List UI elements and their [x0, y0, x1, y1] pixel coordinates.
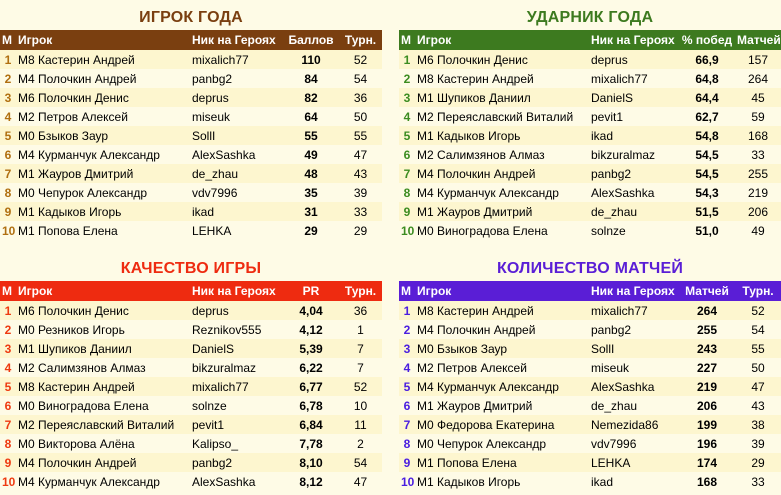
- value-cell: 54,8: [679, 126, 735, 145]
- table-row: [0, 164, 382, 183]
- value-cell: 264: [679, 301, 735, 320]
- rank-cell: 6: [0, 145, 16, 164]
- player-cell: М4 Курманчук Александр: [16, 145, 190, 164]
- value-cell: 64,8: [679, 69, 735, 88]
- rank-cell: 10: [0, 221, 16, 240]
- nick-cell: panbg2: [190, 453, 283, 472]
- player-cell: М0 Викторова Алёна: [16, 434, 190, 453]
- table-row: [399, 320, 781, 339]
- player-cell: М4 Курманчук Александр: [415, 377, 589, 396]
- value-cell: 5,39: [283, 339, 339, 358]
- extra-cell: 52: [735, 301, 781, 320]
- value-cell: 54,3: [679, 183, 735, 202]
- rank-cell: 8: [0, 183, 16, 202]
- value-cell: 168: [679, 472, 735, 491]
- rank-cell: 10: [399, 221, 415, 240]
- value-cell: 6,84: [283, 415, 339, 434]
- rank-cell: 5: [399, 126, 415, 145]
- rank-cell: 2: [0, 69, 16, 88]
- nick-cell: vdv7996: [190, 183, 283, 202]
- value-cell: 84: [283, 69, 339, 88]
- header-rank: М: [399, 281, 415, 301]
- value-cell: 49: [283, 145, 339, 164]
- panel-title: ИГРОК ГОДА: [139, 9, 243, 26]
- nick-cell: bikzuralmaz: [190, 358, 283, 377]
- extra-cell: 43: [735, 396, 781, 415]
- rank-cell: 5: [399, 377, 415, 396]
- nick-cell: bikzuralmaz: [589, 145, 679, 164]
- player-cell: М8 Кастерин Андрей: [16, 50, 190, 69]
- table-row: [399, 88, 781, 107]
- table-row: [0, 415, 382, 434]
- extra-cell: 11: [339, 415, 382, 434]
- player-cell: М2 Салимзянов Алмаз: [415, 145, 589, 164]
- header-extra: Турн.: [339, 30, 382, 50]
- player-cell: М0 Резников Игорь: [16, 320, 190, 339]
- extra-cell: 157: [735, 50, 781, 69]
- rank-cell: 5: [0, 126, 16, 145]
- player-cell: М1 Жауров Дмитрий: [415, 202, 589, 221]
- table-row: [399, 377, 781, 396]
- rank-cell: 5: [0, 377, 16, 396]
- header-nick: Ник на Героях: [190, 30, 283, 50]
- nick-cell: AlexSashka: [589, 377, 679, 396]
- rank-cell: 7: [0, 415, 16, 434]
- extra-cell: 52: [339, 50, 382, 69]
- nick-cell: ikad: [589, 126, 679, 145]
- nick-cell: AlexSashka: [589, 183, 679, 202]
- value-cell: 4,12: [283, 320, 339, 339]
- rank-cell: 4: [399, 107, 415, 126]
- nick-cell: Nemezida86: [589, 415, 679, 434]
- nick-cell: Kalipso_: [190, 434, 283, 453]
- ranking-table: [0, 281, 382, 491]
- table-row: [0, 301, 382, 320]
- player-cell: М8 Кастерин Андрей: [16, 377, 190, 396]
- player-cell: М0 Виноградова Елена: [16, 396, 190, 415]
- value-cell: 64: [283, 107, 339, 126]
- player-cell: М4 Курманчук Александр: [16, 472, 190, 491]
- value-cell: 64,4: [679, 88, 735, 107]
- match-count-panel: [399, 257, 781, 491]
- extra-cell: 39: [339, 183, 382, 202]
- rank-cell: 4: [399, 358, 415, 377]
- table-row: [399, 50, 781, 69]
- rank-cell: 3: [0, 339, 16, 358]
- nick-cell: miseuk: [190, 107, 283, 126]
- table-row: [399, 339, 781, 358]
- ranking-table: [399, 281, 781, 491]
- nick-cell: pevit1: [190, 415, 283, 434]
- rank-cell: 3: [399, 339, 415, 358]
- rank-cell: 6: [0, 396, 16, 415]
- extra-cell: 29: [339, 221, 382, 240]
- nick-cell: vdv7996: [589, 434, 679, 453]
- table-row: [399, 434, 781, 453]
- extra-cell: 49: [735, 221, 781, 240]
- value-cell: 255: [679, 320, 735, 339]
- nick-cell: DanielS: [589, 88, 679, 107]
- value-cell: 54,5: [679, 164, 735, 183]
- table-row: [0, 339, 382, 358]
- value-cell: 6,77: [283, 377, 339, 396]
- panel-title: КОЛИЧЕСТВО МАТЧЕЙ: [496, 260, 684, 277]
- value-cell: 243: [679, 339, 735, 358]
- table-row: [399, 202, 781, 221]
- extra-cell: 55: [339, 126, 382, 145]
- rank-cell: 2: [0, 320, 16, 339]
- rank-cell: 1: [0, 301, 16, 320]
- value-cell: 29: [283, 221, 339, 240]
- extra-cell: 33: [339, 202, 382, 221]
- header-player: Игрок: [415, 30, 589, 50]
- player-of-year-panel: [0, 6, 382, 240]
- table-row: [0, 221, 382, 240]
- nick-cell: LEHKA: [589, 453, 679, 472]
- rank-cell: 8: [0, 434, 16, 453]
- rank-cell: 9: [0, 453, 16, 472]
- rank-cell: 3: [0, 88, 16, 107]
- nick-cell: deprus: [589, 50, 679, 69]
- player-cell: М1 Жауров Дмитрий: [16, 164, 190, 183]
- nick-cell: Reznikov555: [190, 320, 283, 339]
- player-cell: М6 Полочкин Денис: [16, 88, 190, 107]
- rank-cell: 10: [0, 472, 16, 491]
- header-nick: Ник на Героях: [589, 30, 679, 50]
- nick-cell: AlexSashka: [190, 472, 283, 491]
- value-cell: 199: [679, 415, 735, 434]
- player-cell: М8 Кастерин Андрей: [415, 69, 589, 88]
- header-value: Матчей: [679, 281, 735, 301]
- value-cell: 82: [283, 88, 339, 107]
- rank-cell: 9: [399, 453, 415, 472]
- player-cell: М1 Кадыков Игорь: [415, 126, 589, 145]
- nick-cell: mixalich77: [190, 50, 283, 69]
- player-cell: М4 Полочкин Андрей: [415, 164, 589, 183]
- player-cell: М4 Полочкин Андрей: [16, 453, 190, 472]
- extra-cell: 54: [735, 320, 781, 339]
- rank-cell: 7: [0, 164, 16, 183]
- value-cell: 8,12: [283, 472, 339, 491]
- value-cell: 110: [283, 50, 339, 69]
- player-cell: М2 Переяславский Виталий: [16, 415, 190, 434]
- value-cell: 48: [283, 164, 339, 183]
- rank-cell: 2: [399, 320, 415, 339]
- nick-cell: mixalich77: [589, 301, 679, 320]
- player-cell: М1 Шупиков Даниил: [415, 88, 589, 107]
- player-cell: М1 Жауров Дмитрий: [415, 396, 589, 415]
- nick-cell: ikad: [190, 202, 283, 221]
- player-cell: М1 Кадыков Игорь: [415, 472, 589, 491]
- rank-cell: 7: [399, 415, 415, 434]
- extra-cell: 7: [339, 339, 382, 358]
- rank-cell: 8: [399, 434, 415, 453]
- value-cell: 31: [283, 202, 339, 221]
- table-row: [399, 396, 781, 415]
- header-rank: М: [0, 30, 16, 50]
- table-row: [399, 107, 781, 126]
- table-row: [0, 145, 382, 164]
- nick-cell: panbg2: [190, 69, 283, 88]
- nick-cell: deprus: [190, 88, 283, 107]
- rank-cell: 3: [399, 88, 415, 107]
- nick-cell: LEHKA: [190, 221, 283, 240]
- player-cell: М6 Полочкин Денис: [16, 301, 190, 320]
- table-row: [0, 472, 382, 491]
- nick-cell: de_zhau: [589, 396, 679, 415]
- value-cell: 35: [283, 183, 339, 202]
- header-value: PR: [283, 281, 339, 301]
- value-cell: 206: [679, 396, 735, 415]
- header-extra: Турн.: [339, 281, 382, 301]
- extra-cell: 38: [735, 415, 781, 434]
- nick-cell: panbg2: [589, 320, 679, 339]
- player-cell: М8 Кастерин Андрей: [415, 301, 589, 320]
- header-extra: Матчей: [735, 30, 781, 50]
- player-cell: М6 Полочкин Денис: [415, 50, 589, 69]
- extra-cell: 47: [339, 472, 382, 491]
- nick-cell: de_zhau: [589, 202, 679, 221]
- table-row: [399, 472, 781, 491]
- table-row: [0, 434, 382, 453]
- table-row: [399, 453, 781, 472]
- table-row: [399, 358, 781, 377]
- value-cell: 7,78: [283, 434, 339, 453]
- player-cell: М0 Бзыков Заур: [16, 126, 190, 145]
- table-row: [399, 126, 781, 145]
- extra-cell: 29: [735, 453, 781, 472]
- rank-cell: 1: [399, 301, 415, 320]
- table-row: [399, 164, 781, 183]
- player-cell: М1 Попова Елена: [16, 221, 190, 240]
- extra-cell: 168: [735, 126, 781, 145]
- rank-cell: 9: [399, 202, 415, 221]
- panel-title: УДАРНИК ГОДА: [526, 9, 654, 26]
- extra-cell: 219: [735, 183, 781, 202]
- extra-cell: 264: [735, 69, 781, 88]
- table-row: [399, 415, 781, 434]
- extra-cell: 7: [339, 358, 382, 377]
- table-row: [0, 202, 382, 221]
- table-row: [399, 69, 781, 88]
- extra-cell: 1: [339, 320, 382, 339]
- player-cell: М4 Полочкин Андрей: [16, 69, 190, 88]
- table-row: [0, 453, 382, 472]
- value-cell: 6,78: [283, 396, 339, 415]
- nick-cell: SollI: [589, 339, 679, 358]
- header-extra: Турн.: [735, 281, 781, 301]
- table-row: [0, 377, 382, 396]
- extra-cell: 47: [339, 145, 382, 164]
- table-row: [399, 183, 781, 202]
- value-cell: 8,10: [283, 453, 339, 472]
- table-row: [0, 50, 382, 69]
- extra-cell: 39: [735, 434, 781, 453]
- extra-cell: 52: [339, 377, 382, 396]
- table-row: [0, 69, 382, 88]
- extra-cell: 10: [339, 396, 382, 415]
- extra-cell: 59: [735, 107, 781, 126]
- player-cell: М4 Полочкин Андрей: [415, 320, 589, 339]
- player-cell: М0 Чепурок Александр: [16, 183, 190, 202]
- extra-cell: 33: [735, 145, 781, 164]
- extra-cell: 54: [339, 69, 382, 88]
- rank-cell: 1: [0, 50, 16, 69]
- nick-cell: panbg2: [589, 164, 679, 183]
- extra-cell: 2: [339, 434, 382, 453]
- extra-cell: 33: [735, 472, 781, 491]
- extra-cell: 36: [339, 301, 382, 320]
- value-cell: 6,22: [283, 358, 339, 377]
- rank-cell: 1: [399, 50, 415, 69]
- nick-cell: mixalich77: [589, 69, 679, 88]
- table-row: [0, 107, 382, 126]
- header-value: Баллов: [283, 30, 339, 50]
- value-cell: 219: [679, 377, 735, 396]
- ranking-table: [0, 30, 382, 240]
- table-row: [0, 126, 382, 145]
- value-cell: 54,5: [679, 145, 735, 164]
- nick-cell: miseuk: [589, 358, 679, 377]
- header-value: % побед: [679, 30, 735, 50]
- header-rank: М: [0, 281, 16, 301]
- extra-cell: 45: [735, 88, 781, 107]
- table-row: [0, 183, 382, 202]
- nick-cell: AlexSashka: [190, 145, 283, 164]
- nick-cell: deprus: [190, 301, 283, 320]
- value-cell: 51,0: [679, 221, 735, 240]
- value-cell: 227: [679, 358, 735, 377]
- nick-cell: de_zhau: [190, 164, 283, 183]
- table-row: [0, 320, 382, 339]
- player-cell: М2 Переяславский Виталий: [415, 107, 589, 126]
- nick-cell: solnze: [589, 221, 679, 240]
- table-row: [0, 396, 382, 415]
- rank-cell: 7: [399, 164, 415, 183]
- player-cell: М1 Попова Елена: [415, 453, 589, 472]
- extra-cell: 47: [735, 377, 781, 396]
- table-row: [0, 88, 382, 107]
- player-cell: М4 Курманчук Александр: [415, 183, 589, 202]
- rank-cell: 8: [399, 183, 415, 202]
- rank-cell: 10: [399, 472, 415, 491]
- value-cell: 62,7: [679, 107, 735, 126]
- table-row: [0, 358, 382, 377]
- player-cell: М0 Бзыков Заур: [415, 339, 589, 358]
- rank-cell: 6: [399, 145, 415, 164]
- striker-of-year-panel: [399, 6, 781, 240]
- header-rank: М: [399, 30, 415, 50]
- ranking-table: [399, 30, 781, 240]
- header-player: Игрок: [16, 281, 190, 301]
- game-quality-panel: [0, 257, 382, 491]
- player-cell: М2 Салимзянов Алмаз: [16, 358, 190, 377]
- extra-cell: 54: [339, 453, 382, 472]
- rank-cell: 6: [399, 396, 415, 415]
- value-cell: 55: [283, 126, 339, 145]
- rank-cell: 4: [0, 358, 16, 377]
- table-row: [399, 301, 781, 320]
- header-nick: Ник на Героях: [589, 281, 679, 301]
- value-cell: 4,04: [283, 301, 339, 320]
- nick-cell: pevit1: [589, 107, 679, 126]
- value-cell: 51,5: [679, 202, 735, 221]
- rank-cell: 9: [0, 202, 16, 221]
- extra-cell: 206: [735, 202, 781, 221]
- value-cell: 66,9: [679, 50, 735, 69]
- header-player: Игрок: [415, 281, 589, 301]
- panel-title: КАЧЕСТВО ИГРЫ: [120, 260, 262, 277]
- extra-cell: 255: [735, 164, 781, 183]
- table-row: [399, 221, 781, 240]
- rank-cell: 2: [399, 69, 415, 88]
- player-cell: М1 Шупиков Даниил: [16, 339, 190, 358]
- extra-cell: 36: [339, 88, 382, 107]
- extra-cell: 50: [735, 358, 781, 377]
- table-row: [399, 145, 781, 164]
- player-cell: М2 Петров Алексей: [16, 107, 190, 126]
- value-cell: 196: [679, 434, 735, 453]
- extra-cell: 43: [339, 164, 382, 183]
- rank-cell: 4: [0, 107, 16, 126]
- player-cell: М0 Чепурок Александр: [415, 434, 589, 453]
- player-cell: М0 Федорова Екатерина: [415, 415, 589, 434]
- nick-cell: DanielS: [190, 339, 283, 358]
- player-cell: М2 Петров Алексей: [415, 358, 589, 377]
- value-cell: 174: [679, 453, 735, 472]
- player-cell: М0 Виноградова Елена: [415, 221, 589, 240]
- extra-cell: 50: [339, 107, 382, 126]
- nick-cell: mixalich77: [190, 377, 283, 396]
- nick-cell: ikad: [589, 472, 679, 491]
- nick-cell: SollI: [190, 126, 283, 145]
- player-cell: М1 Кадыков Игорь: [16, 202, 190, 221]
- header-nick: Ник на Героях: [190, 281, 283, 301]
- nick-cell: solnze: [190, 396, 283, 415]
- extra-cell: 55: [735, 339, 781, 358]
- header-player: Игрок: [16, 30, 190, 50]
